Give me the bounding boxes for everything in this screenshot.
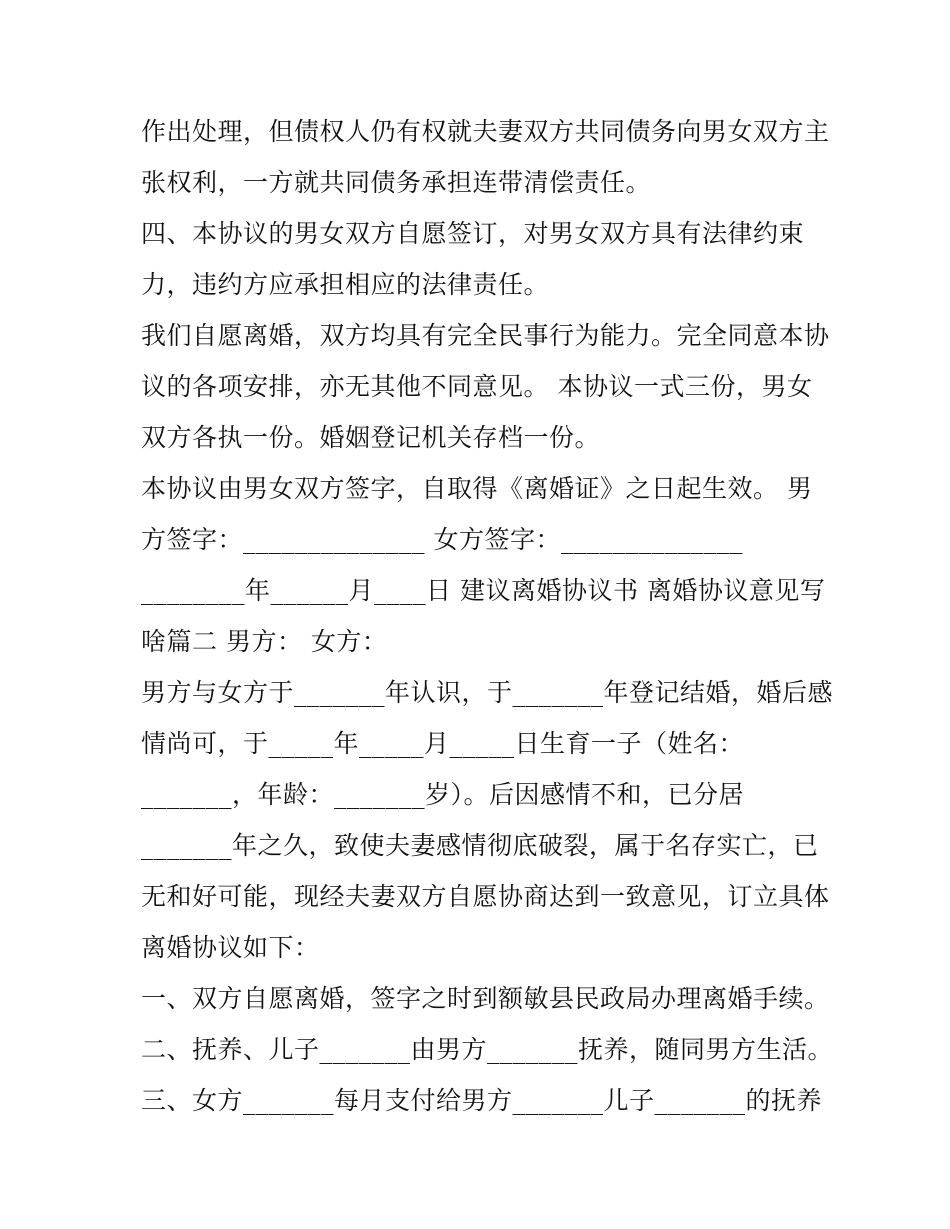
text-line: 男方与女方于_______年认识，于_______年登记结婚，婚后感 [141,678,834,707]
text-line: 张权利，一方就共同债务承担连带清偿责任。 [141,168,652,197]
document-body [141,106,834,1126]
text-line: 情尚可，于_____年_____月_____日生育一子（姓名： [141,729,745,758]
signature-line: 方签字：______________ 女方签字：______________ [141,525,743,554]
text-line: 无和好可能，现经夫妻双方自愿协商达到一致意见，订立具体 [141,882,830,911]
text-line: _______年之久，致使夫妻感情彻底破裂，属于名存实亡，已 [141,831,819,860]
text-line: 议的各项安排，亦无其他不同意见。 本协议一式三份，男女 [141,372,813,401]
text-line: 双方各执一份。婚姻登记机关存档一份。 [141,423,601,452]
text-line: _______，年龄：_______岁）。后因感情不和，已分居 [141,780,745,809]
text-line: 本协议由男女双方签字，自取得《离婚证》之日起生效。 男 [141,474,813,503]
text-line: 我们自愿离婚，双方均具有完全民事行为能力。完全同意本协 [141,321,830,350]
clause-line: 二、抚养、儿子_______由男方_______抚养，随同男方生活。 [141,1035,834,1064]
section-heading-line: 啥篇二 男方： 女方： [141,627,388,656]
text-line: 力，违约方应承担相应的法律责任。 [141,270,550,299]
text-line: 四、本协议的男女双方自愿签订，对男女双方具有法律约束 [141,219,805,248]
date-line: ________年______月____日 建议离婚协议书 离婚协议意见写 [141,576,826,605]
clause-line: 三、女方_______每月支付给男方_______儿子_______的抚养 [141,1086,823,1115]
text-line: 离婚协议如下： [141,933,320,962]
text-line: 作出处理，但债权人仍有权就夫妻双方共同债务向男女双方主 [141,117,830,146]
clause-line: 一、双方自愿离婚，签字之时到额敏县民政局办理离婚手续。 [141,984,830,1013]
